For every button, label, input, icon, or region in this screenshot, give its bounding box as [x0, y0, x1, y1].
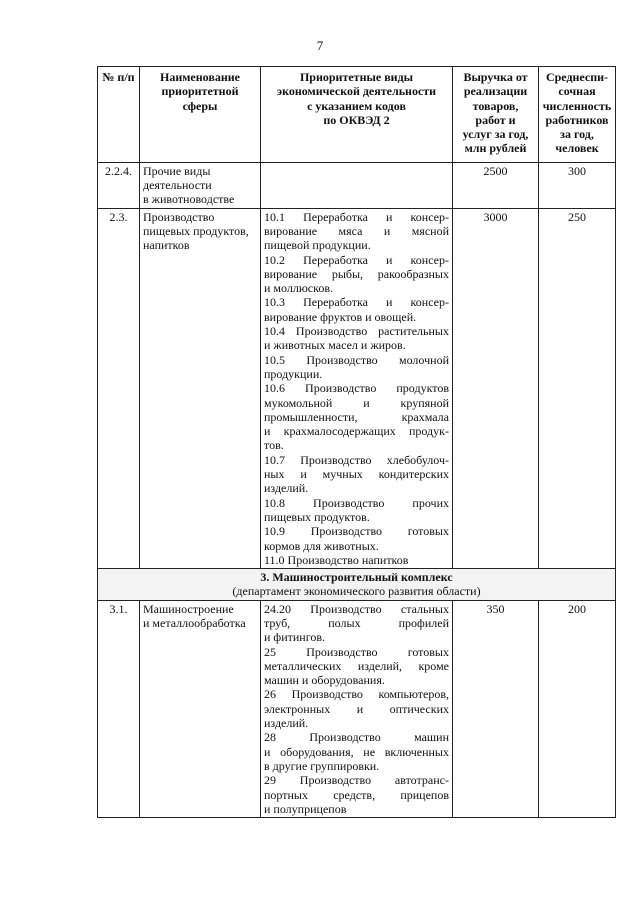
activity-25: 25 Производство готовых металлических изделий, кроме машин и оборудования.	[264, 644, 449, 688]
activity-10-9: 10.9 Производство готовых кормов для животных.	[264, 524, 449, 553]
section-subtitle: (департамент экономического развития области)	[232, 584, 481, 599]
header-revenue: Выручка от реализации товаров, работ и услуг за год, млн рублей	[453, 67, 539, 163]
activity-11-0: 11.0 Производство напитков	[264, 552, 409, 567]
row-sphere-name: Производство пищевых продуктов, напитков	[140, 208, 261, 568]
activity-10-8: 10.8 Производство прочих пищевых продуктов.	[264, 495, 449, 524]
row-employees: 200	[539, 600, 616, 817]
header-employees: Среднеспи- сочная численность работников за год, человек	[539, 67, 616, 163]
activity-10-1: 10.1 Переработка и консер- вирование мяса и мясной пищевой продукции.	[264, 209, 449, 253]
table-row	[98, 162, 616, 208]
activity-29: 29 Производство автотранс- портных средств, прицепов и полуприцепов	[264, 773, 449, 816]
row-sphere-name: Машиностроение и металлообработка	[140, 600, 261, 817]
activity-10-3: 10.3 Переработка и консер- вирование фруктов и овощей.	[264, 295, 449, 324]
activity-10-7: 10.7 Производство хлебобулоч- ных и мучных кондитерских изделий.	[264, 452, 449, 496]
priority-sectors-table	[97, 66, 616, 818]
activity-26: 26 Производство компьютеров, электронных и оптических изделий.	[264, 687, 449, 731]
table-header-row	[98, 67, 616, 163]
row-sphere-name: Прочие виды деятельности в животноводстве	[140, 162, 261, 208]
activity-24-20: 24.20 Производство стальных труб, полых профилей и фитингов.	[264, 601, 449, 645]
row-revenue: 3000	[453, 208, 539, 568]
section-title: 3. Машиностроительный комплекс	[260, 570, 453, 585]
row-activities	[261, 600, 453, 817]
row-activities	[261, 208, 453, 568]
page-number: 7	[316, 38, 324, 53]
row-number: 2.3.	[98, 208, 140, 568]
section-header-row	[98, 569, 616, 601]
section-3-header	[98, 569, 616, 601]
activity-28: 28 Производство машин и оборудования, не включенных в другие группировки.	[264, 730, 449, 773]
table-row	[98, 600, 616, 817]
row-employees: 300	[539, 162, 616, 208]
header-sphere-name: Наименование приоритетной сферы	[140, 67, 261, 163]
row-revenue: 350	[453, 600, 539, 817]
row-activities	[261, 162, 453, 208]
row-revenue: 2500	[453, 162, 539, 208]
row-employees: 250	[539, 208, 616, 568]
activity-10-5: 10.5 Производство молочной продукции.	[264, 352, 449, 381]
row-number: 2.2.4.	[98, 162, 140, 208]
row-number: 3.1.	[98, 600, 140, 817]
activity-10-2: 10.2 Переработка и консер- вирование рыбы, ракообразных и моллюсков.	[264, 252, 449, 296]
table-row	[98, 208, 616, 568]
header-number: № п/п	[98, 67, 140, 163]
activity-10-6: 10.6 Производство продуктов мукомольной и крупяной промышленности, крахмала и крахмалосодержащих продук- тов.	[264, 381, 449, 453]
header-priority-activities: Приоритетные виды экономической деятельности с указанием кодов по ОКВЭД 2	[261, 67, 453, 163]
activity-10-4: 10.4 Производство растительных и животных масел и жиров.	[264, 324, 449, 353]
